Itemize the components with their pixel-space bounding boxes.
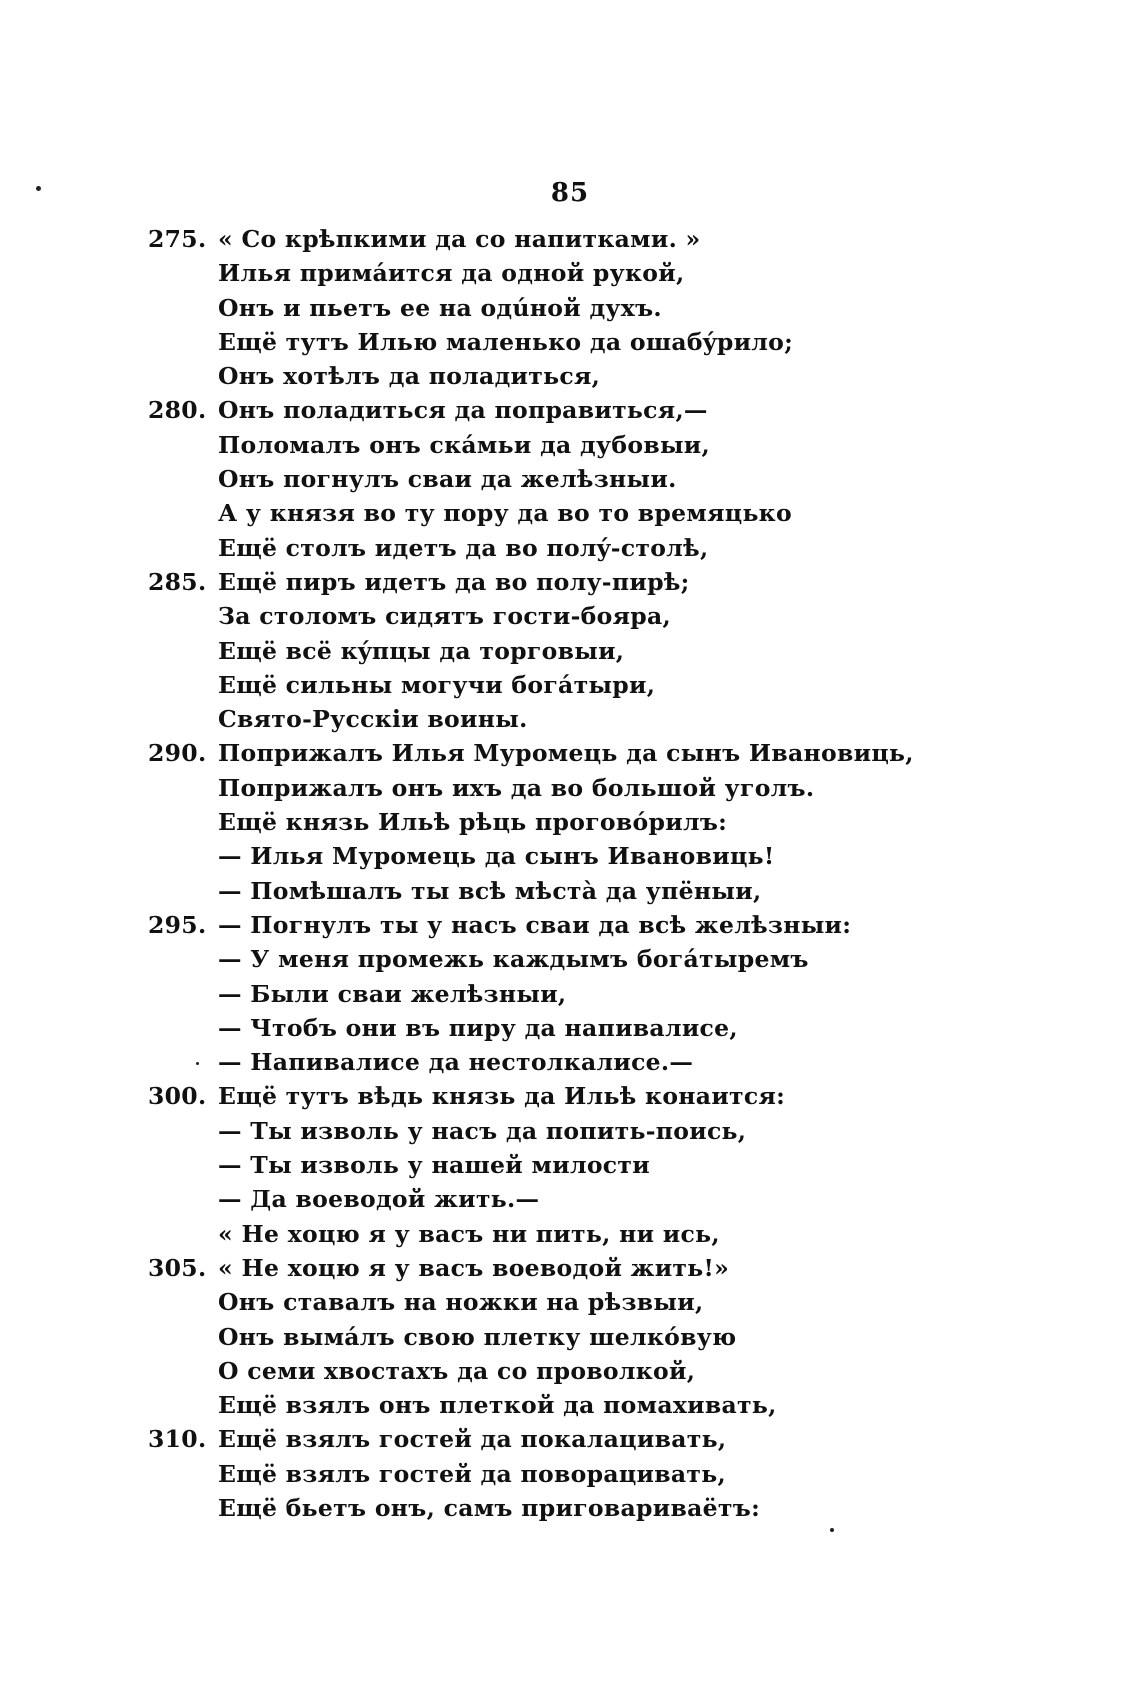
poem-line <box>148 805 1048 839</box>
poem-line <box>148 359 1048 393</box>
poem-line <box>148 496 1048 530</box>
line-text: — Напивалисе да нестолкалисе.— <box>218 1048 694 1077</box>
poem-line <box>148 736 1048 770</box>
poem-line <box>148 1045 1048 1079</box>
poem-line <box>148 668 1048 702</box>
poem-line <box>148 1422 1048 1456</box>
poem-line <box>148 702 1048 736</box>
poem-line <box>148 1011 1048 1045</box>
line-text: Онъ погнулъ сваи да желѣзныи. <box>218 465 677 494</box>
line-text: — Да воеводой жить.— <box>218 1185 540 1214</box>
line-text: Ещё всё кýпцы да торговыи, <box>218 636 625 665</box>
poem-line <box>148 1354 1048 1388</box>
line-text: « Не хоцю я у васъ ни пить, ни ись, <box>218 1219 720 1248</box>
poem-line <box>148 634 1048 668</box>
poem-line <box>148 256 1048 290</box>
poem-line <box>148 771 1048 805</box>
line-number: 275. <box>148 225 207 253</box>
line-text: Ещё тутъ Илью маленько да ошабýрило; <box>218 327 794 356</box>
line-text: — Ты изволь у нашей милости <box>218 1151 650 1180</box>
line-text: Ещё сильны могучи богáтыри, <box>218 670 656 699</box>
line-text: — Помѣшалъ ты всѣ мѣстà да упёныи, <box>218 876 762 905</box>
poem-line <box>148 1148 1048 1182</box>
poem-line <box>148 1457 1048 1491</box>
line-text: Поприжалъ онъ ихъ да во большой уголъ. <box>218 773 815 802</box>
line-text: Онъ вымáлъ свою плетку шелкóвую <box>218 1322 737 1351</box>
line-text: Ещё тутъ вѣдь князь да Ильѣ конаится: <box>218 1082 786 1111</box>
line-text: — Погнулъ ты у насъ сваи да всѣ желѣзныи: <box>218 910 852 939</box>
line-text: Онъ хотѣлъ да поладиться, <box>218 362 601 391</box>
line-number: 310. <box>148 1425 207 1454</box>
line-text: Поломалъ онъ скáмьи да дубовыи, <box>218 430 711 459</box>
line-text: « Со крѣпкими да со напитками. » <box>218 225 701 253</box>
poem-line <box>148 1217 1048 1251</box>
line-text: Ещё пиръ идетъ да во полу-пирѣ; <box>218 567 690 596</box>
line-text: Онъ поладиться да поправиться,— <box>218 396 708 425</box>
poem-line <box>148 1320 1048 1354</box>
line-text: Онъ ставалъ на ножки на рѣзвыи, <box>218 1288 704 1317</box>
poem-line <box>148 839 1048 873</box>
poem-line <box>148 977 1048 1011</box>
poem-line <box>148 1388 1048 1422</box>
line-text: — Ты изволь у насъ да попить-поись, <box>218 1116 747 1145</box>
poem-line <box>148 531 1048 565</box>
line-text: — Илья Муромець да сынъ Ивановиць! <box>218 842 775 871</box>
poem-text <box>148 222 1048 1525</box>
line-text: Ещё бьетъ онъ, самъ приговариваётъ: <box>218 1493 761 1522</box>
line-number: 295. <box>148 910 207 939</box>
line-number: 305. <box>148 1253 207 1282</box>
poem-line <box>148 1491 1048 1525</box>
line-text: Ещё взялъ гостей да поворацивать, <box>218 1459 726 1488</box>
poem-line <box>148 393 1048 427</box>
line-text: « Не хоцю я у васъ воеводой жить!» <box>218 1253 730 1282</box>
line-text: Ещё князь Ильѣ рѣць проговóрилъ: <box>218 808 728 837</box>
line-text: За столомъ сидятъ гости-бояра, <box>218 602 671 631</box>
line-number: 300. <box>148 1082 207 1111</box>
ink-speck <box>830 1528 834 1532</box>
poem-line <box>148 1079 1048 1113</box>
poem-line <box>148 942 1048 976</box>
poem-line <box>148 565 1048 599</box>
poem-line <box>148 325 1048 359</box>
poem-line <box>148 222 1048 256</box>
poem-line <box>148 1114 1048 1148</box>
poem-line <box>148 1285 1048 1319</box>
line-text: Поприжалъ Илья Муромець да сынъ Ивановиць, <box>218 739 914 768</box>
poem-line <box>148 1251 1048 1285</box>
poem-line <box>148 874 1048 908</box>
line-text: Онъ и пьетъ ее на одúной духъ. <box>218 293 662 322</box>
poem-line <box>148 428 1048 462</box>
poem-line <box>148 1182 1048 1216</box>
line-text: — Чтобъ они въ пиру да напивалисе, <box>218 1013 738 1042</box>
line-text: Ещё взялъ онъ плеткой да помахивать, <box>218 1391 777 1420</box>
line-text: Ещё столъ идетъ да во полý-столѣ, <box>218 533 709 562</box>
line-number: 290. <box>148 739 207 768</box>
line-text: — У меня промежь каждымъ богáтыремъ <box>218 945 809 974</box>
line-text: Илья примáится да одной рукой, <box>218 259 685 288</box>
line-text: О семи хвостахъ да со проволкой, <box>218 1356 696 1385</box>
poem-line <box>148 291 1048 325</box>
line-number: 280. <box>148 396 207 425</box>
line-text: — Были сваи желѣзныи, <box>218 979 567 1008</box>
poem-line <box>148 462 1048 496</box>
poem-line <box>148 599 1048 633</box>
line-text: Свято-Русскiи воины. <box>218 705 528 734</box>
line-text: Ещё взялъ гостей да покалацивать, <box>218 1425 727 1454</box>
line-number: 285. <box>148 567 207 596</box>
page-number: 85 <box>550 178 590 208</box>
line-text: А у князя во ту пору да во то времяцько <box>218 499 792 528</box>
poem-line <box>148 908 1048 942</box>
